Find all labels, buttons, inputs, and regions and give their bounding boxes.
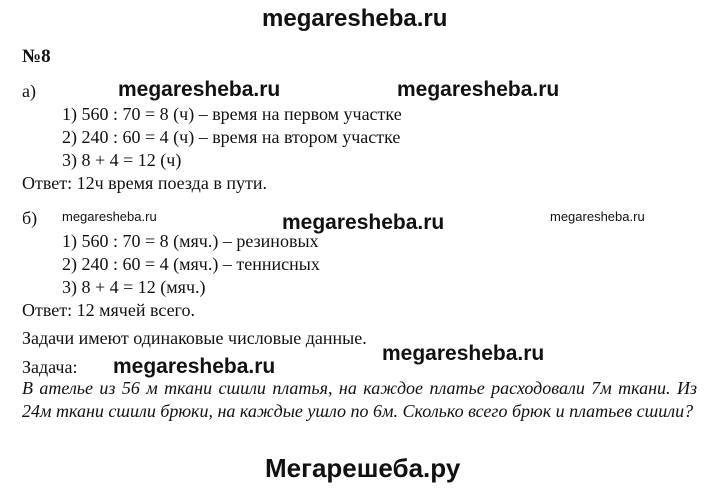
watermark: megaresheba.ru [382,342,545,365]
part-a-line-3: 3) 8 + 4 = 12 (ч) [62,150,182,170]
site-header: megaresheba.ru [262,5,448,32]
watermark: megaresheba.ru [397,78,560,101]
part-b-answer: Ответ: 12 мячей всего. [22,300,195,320]
part-a-answer: Ответ: 12ч время поезда в пути. [22,173,267,193]
watermark: megaresheba.ru [118,78,281,101]
conclusion-text: Задачи имеют одинаковые числовые данные. [22,328,367,348]
watermark: megaresheba.ru [282,211,445,234]
part-b-line-3: 3) 8 + 4 = 12 (мяч.) [62,277,206,297]
part-b-line-2: 2) 240 : 60 = 4 (мяч.) – теннисных [62,254,320,274]
part-a-line-1: 1) 560 : 70 = 8 (ч) – время на первом участке [62,104,402,124]
part-b-line-1: 1) 560 : 70 = 8 (мяч.) – резиновых [62,231,319,251]
problem-number: №8 [22,46,51,67]
part-a-label: а) [22,81,36,101]
site-footer: Мегарешеба.ру [265,453,461,483]
part-b-label: б) [22,208,38,228]
watermark: megaresheba.ru [550,209,645,224]
task-label: Задача: [22,357,78,377]
watermark: megaresheba.ru [113,355,276,378]
watermark: megaresheba.ru [62,209,157,224]
part-a-line-2: 2) 240 : 60 = 4 (ч) – время на втором участке [62,127,401,147]
task-text: В ателье из 56 м ткани сшили платья, на каждое платье расходовали 7м ткани. Из 24м ткани сшили брюки, на каждые ушло по 6м. Сколько всего брюк и платьев сшили? [22,378,697,421]
